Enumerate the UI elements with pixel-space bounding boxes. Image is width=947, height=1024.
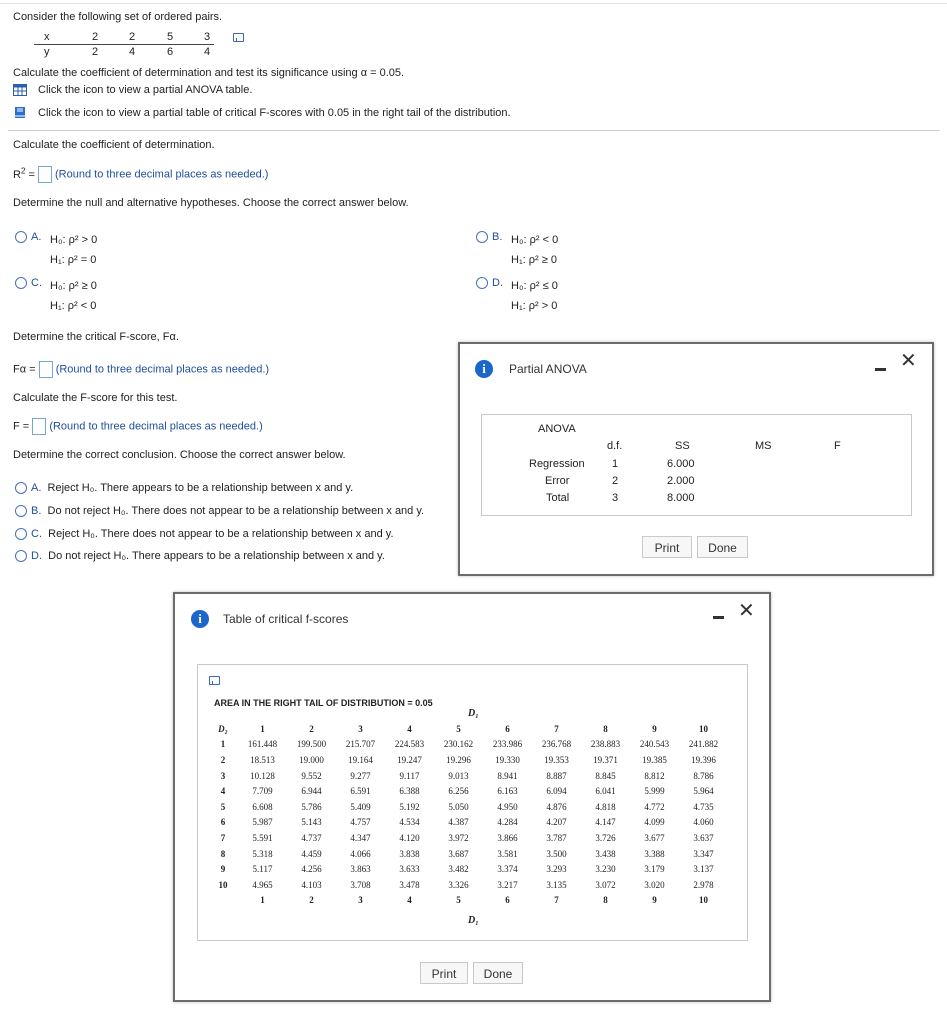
anova-row-ss: 8.000 (667, 492, 695, 504)
col-header: 7 (554, 723, 559, 734)
col-footer: 10 (699, 895, 708, 906)
critical-fscores-window (173, 592, 771, 1002)
fscore-cell: 3.726 (595, 832, 616, 843)
anova-row-ss: 6.000 (667, 458, 695, 470)
fscore-cell: 236.768 (541, 739, 572, 750)
fscore-row (208, 768, 728, 784)
conclusion-option-c[interactable] (15, 528, 394, 540)
fscore-cell: 3.135 (546, 879, 567, 890)
fscore-cell: 4.459 (301, 848, 322, 859)
section-divider (8, 130, 940, 131)
anova-header-f: F (834, 440, 841, 452)
col-header: 4 (407, 723, 412, 734)
fscore-cell: 3.863 (350, 864, 371, 875)
fscore-cell: 19.000 (299, 754, 324, 765)
fscore-cell: 240.543 (639, 739, 670, 750)
anova-row-label: Error (545, 475, 570, 487)
anova-row-label: Total (546, 492, 570, 504)
fscore-cell: 3.972 (448, 832, 469, 843)
fscore-cell: 3.677 (644, 832, 665, 843)
anova-table-icon[interactable] (13, 84, 27, 99)
footer-blank (208, 893, 238, 909)
fscore-cell: 19.385 (642, 754, 667, 765)
fscores-table-panel (197, 664, 748, 941)
fscore-cell: 4.099 (644, 817, 665, 828)
radio-d[interactable] (476, 277, 488, 289)
critical-f-input[interactable] (39, 361, 53, 378)
fscore-cell: 19.396 (691, 754, 716, 765)
conclusion-radio-b[interactable] (15, 505, 27, 517)
option-b-h0: H₀: ρ² < 0 (511, 234, 559, 246)
fscore-row (208, 877, 728, 893)
pairs-x-2: 2 (129, 31, 136, 43)
col-footer: 6 (505, 895, 510, 906)
fscore-cell: 5.050 (448, 801, 469, 812)
option-d-h0: H₀: ρ² ≤ 0 (511, 280, 558, 292)
anova-print-button[interactable]: Print (642, 536, 692, 558)
anova-header-df: d.f. (607, 440, 623, 452)
fscore-cell: 3.137 (693, 864, 714, 875)
option-d-h1: H₁: ρ² > 0 (511, 300, 558, 312)
fscores-print-button[interactable]: Print (420, 962, 468, 984)
fscore-cell: 4.735 (693, 801, 714, 812)
fscore-row (208, 815, 728, 831)
option-c-h0: H₀: ρ² ≥ 0 (50, 280, 97, 292)
fscore-cell: 3.020 (644, 879, 665, 890)
radio-c[interactable] (15, 277, 27, 289)
fscore-cell: 19.164 (348, 754, 373, 765)
fscore-row (208, 737, 728, 753)
fscore-cell: 9.552 (301, 770, 322, 781)
q5-prompt: Determine the correct conclusion. Choose the correct answer below. (13, 449, 346, 461)
hypothesis-option-c[interactable] (15, 277, 42, 289)
conclusion-c-letter: C. (31, 528, 42, 540)
d2-value: 2 (220, 754, 226, 765)
d2-value: 7 (220, 832, 226, 843)
fscore-cell: 4.965 (252, 879, 273, 890)
pairs-x-label: x (44, 31, 50, 43)
col-footer: 2 (309, 895, 314, 906)
fscore-cell: 7.709 (252, 786, 273, 797)
pairs-y-3: 6 (167, 46, 174, 58)
d1-label-bottom: D₁ (468, 915, 479, 926)
option-d-letter: D. (492, 277, 503, 289)
fscore-row (208, 830, 728, 846)
info-icon: i (475, 360, 493, 378)
q2-prompt: Determine the null and alternative hypotheses. Choose the correct answer below. (13, 197, 409, 209)
fscore-cell: 4.147 (595, 817, 616, 828)
fscore-cell: 3.326 (448, 879, 469, 890)
anova-done-button[interactable]: Done (697, 536, 748, 558)
anova-row-label: Regression (529, 458, 585, 470)
col-header: 1 (260, 723, 265, 734)
fscore-cell: 9.117 (399, 770, 420, 781)
option-b-h1: H₁: ρ² ≥ 0 (511, 254, 557, 266)
conclusion-d-letter: D. (31, 550, 42, 562)
col-footer: 8 (603, 895, 608, 906)
problem-intro: Consider the following set of ordered pairs. (13, 11, 223, 23)
col-footer: 1 (260, 895, 265, 906)
fscore-cell: 4.256 (301, 864, 322, 875)
col-header: 8 (603, 723, 608, 734)
col-header: 3 (358, 723, 363, 734)
col-footer: 3 (358, 895, 363, 906)
conclusion-radio-d[interactable] (15, 550, 27, 562)
q4-prompt: Calculate the F-score for this test. (13, 392, 178, 404)
fscore-cell: 3.838 (399, 848, 420, 859)
fscore-cell: 233.986 (492, 739, 523, 750)
fscore-row (208, 846, 728, 862)
fscore-row (208, 783, 728, 799)
fscore-cell: 4.284 (497, 817, 518, 828)
ordered-pairs-table (34, 29, 214, 59)
fscores-window-title: Table of critical f-scores (223, 612, 349, 626)
fscore-cell: 19.247 (397, 754, 422, 765)
hypothesis-option-b[interactable] (476, 231, 502, 243)
r-squared-input[interactable] (38, 166, 52, 183)
col-footer: 4 (407, 895, 412, 906)
f-score-hint: (Round to three decimal places as needed.) (49, 420, 263, 433)
d2-value: 4 (220, 786, 226, 797)
d2-value: 10 (218, 879, 228, 890)
conclusion-option-d[interactable] (15, 550, 385, 562)
fscore-cell: 6.388 (399, 786, 420, 797)
r-squared-hint: (Round to three decimal places as needed.) (55, 168, 269, 181)
fscore-cell: 4.818 (595, 801, 616, 812)
partial-anova-window (458, 342, 934, 576)
fscore-cell: 9.013 (448, 770, 469, 781)
col-footer: 9 (652, 895, 657, 906)
fscore-cell: 19.353 (544, 754, 569, 765)
close-icon[interactable]: ✕ (738, 600, 755, 622)
fscore-cell: 4.347 (350, 832, 371, 843)
fscore-row (208, 799, 728, 815)
fscore-cell: 5.318 (252, 848, 273, 859)
option-b-letter: B. (492, 231, 503, 243)
fscore-cell: 3.866 (497, 832, 518, 843)
fscore-cell: 2.978 (693, 879, 714, 890)
r-squared-row (13, 166, 268, 183)
fscore-cell: 4.876 (546, 801, 567, 812)
fscore-cell: 4.387 (448, 817, 469, 828)
q1-prompt: Calculate the coefficient of determination. (13, 139, 215, 151)
minimize-icon[interactable] (875, 368, 886, 371)
fscore-cell: 6.163 (497, 786, 518, 797)
fscore-cell: 3.478 (399, 879, 420, 890)
anova-row-df: 2 (612, 475, 619, 487)
fscore-cell: 3.388 (644, 848, 665, 859)
copy-data-icon[interactable] (233, 33, 244, 42)
anova-table-title: ANOVA (538, 423, 576, 435)
fscore-cell: 5.117 (252, 864, 273, 875)
fscore-cell: 3.633 (399, 864, 420, 875)
d2-value: 5 (220, 801, 226, 812)
f-score-label: F = (13, 420, 30, 433)
fscore-cell: 5.143 (301, 817, 322, 828)
fscore-cell: 6.041 (595, 786, 616, 797)
option-a-letter: A. (31, 231, 42, 243)
fscore-cell: 3.687 (448, 848, 469, 859)
pairs-x-1: 2 (92, 31, 99, 43)
fscore-cell: 4.950 (497, 801, 518, 812)
fscore-cell: 4.772 (644, 801, 665, 812)
critical-f-hint: (Round to three decimal places as needed.) (55, 363, 270, 376)
top-divider (0, 3, 947, 4)
fscore-cell: 19.330 (495, 754, 520, 765)
f-score-row (13, 418, 263, 435)
problem-instruction: Calculate the coefficient of determination and test its significance using α = 0.05. (13, 67, 405, 79)
fscore-cell: 3.217 (497, 879, 518, 890)
d2-value: 3 (220, 770, 226, 781)
conclusion-b-text: Do not reject H₀. There does not appear to be a relationship between x and y. (47, 505, 425, 517)
fscore-cell: 5.409 (350, 801, 371, 812)
conclusion-b-letter: B. (31, 505, 42, 517)
critical-f-label: Fα = (13, 363, 36, 376)
conclusion-radio-a[interactable] (15, 482, 27, 494)
fscore-cell: 3.581 (497, 848, 518, 859)
d2-value: 6 (220, 817, 226, 828)
info-icon: i (191, 610, 209, 628)
fscore-cell: 161.448 (247, 739, 278, 750)
d2-label: D₂ (218, 723, 228, 734)
close-icon[interactable]: ✕ (900, 350, 917, 372)
fscore-cell: 5.987 (252, 817, 273, 828)
r-squared-label (13, 166, 35, 181)
col-header: 5 (456, 723, 461, 734)
fscore-cell: 19.371 (593, 754, 618, 765)
fscore-cell: 3.637 (693, 832, 714, 843)
d2-value: 9 (220, 864, 226, 875)
conclusion-option-b[interactable] (15, 505, 424, 517)
fscore-cell: 6.256 (448, 786, 469, 797)
pairs-y-4: 4 (204, 46, 211, 58)
conclusion-a-text: Reject H₀. There appears to be a relationship between x and y. (47, 482, 354, 494)
fscore-cell: 3.179 (644, 864, 665, 875)
radio-a[interactable] (15, 231, 27, 243)
fscore-cell: 5.999 (644, 786, 665, 797)
anova-row-ss: 2.000 (667, 475, 695, 487)
option-c-letter: C. (31, 277, 42, 289)
fscore-cell: 8.845 (595, 770, 616, 781)
r-equals: = (25, 168, 35, 181)
fscore-cell: 6.591 (350, 786, 371, 797)
r-label: R (13, 168, 21, 181)
fscore-row (208, 752, 728, 768)
fscore-cell: 3.500 (546, 848, 567, 859)
anova-row-df: 3 (612, 492, 619, 504)
fscores-body (208, 737, 728, 893)
hypothesis-option-d[interactable] (476, 277, 503, 289)
f-score-input[interactable] (32, 418, 46, 435)
pairs-y-1: 2 (92, 46, 99, 58)
anova-row-df: 1 (612, 458, 619, 470)
fscore-row (208, 861, 728, 877)
fscore-cell: 199.500 (296, 739, 327, 750)
fscore-cell: 19.296 (446, 754, 471, 765)
col-header: 6 (505, 723, 510, 734)
fscore-cell: 3.374 (497, 864, 518, 875)
r-exponent: 2 (20, 166, 26, 175)
radio-b[interactable] (476, 231, 488, 243)
anova-header-ms: MS (755, 440, 772, 452)
fscore-cell: 4.207 (546, 817, 567, 828)
fscore-cell: 4.103 (301, 879, 322, 890)
col-footer: 5 (456, 895, 461, 906)
fscore-cell: 3.482 (448, 864, 469, 875)
hypothesis-option-a[interactable] (15, 231, 41, 243)
fscores-done-button[interactable]: Done (473, 962, 523, 984)
header-row (208, 721, 728, 737)
col-header: 2 (309, 723, 314, 734)
pairs-y-2: 4 (129, 46, 136, 58)
fscore-cell: 5.964 (693, 786, 714, 797)
fscore-cell: 4.737 (301, 832, 322, 843)
conclusion-option-a[interactable] (15, 482, 353, 494)
fscore-cell: 5.786 (301, 801, 322, 812)
fscore-cell: 9.277 (350, 770, 371, 781)
col-header: 10 (699, 723, 708, 734)
fscore-cell: 6.944 (301, 786, 322, 797)
fscore-cell: 4.120 (399, 832, 420, 843)
fscore-cell: 4.757 (350, 817, 371, 828)
anova-header-ss: SS (675, 440, 690, 452)
fscores-table (208, 721, 728, 908)
conclusion-d-text: Do not reject H₀. There appears to be a relationship between x and y. (48, 550, 385, 562)
fscore-cell: 8.941 (497, 770, 518, 781)
anova-table (481, 414, 912, 516)
fscore-cell: 241.882 (688, 739, 719, 750)
q3-prompt: Determine the critical F-score, Fα. (13, 331, 179, 343)
conclusion-a-letter: A. (31, 482, 42, 494)
anova-window-title: Partial ANOVA (509, 362, 587, 376)
fscore-cell: 18.513 (250, 754, 275, 765)
fscore-cell: 3.072 (595, 879, 616, 890)
pairs-x-3: 5 (167, 31, 174, 43)
conclusion-c-text: Reject H₀. There does not appear to be a relationship between x and y. (48, 528, 394, 540)
fscore-cell: 4.534 (399, 817, 420, 828)
fscore-cell: 3.347 (693, 848, 714, 859)
area-label: AREA IN THE RIGHT TAIL OF DISTRIBUTION = 0.05 (214, 698, 433, 708)
option-a-h0: H₀: ρ² > 0 (50, 234, 98, 246)
col-footer: 7 (554, 895, 559, 906)
pairs-table-rule (34, 44, 214, 45)
fscore-cell: 3.293 (546, 864, 567, 875)
fscores-book-icon[interactable] (13, 106, 27, 122)
conclusion-radio-c[interactable] (15, 528, 27, 540)
fscores-link-text[interactable]: Click the icon to view a partial table of critical F-scores with 0.05 in the right tail of the distribution. (38, 107, 511, 119)
option-c-h1: H₁: ρ² < 0 (50, 300, 97, 312)
fscore-cell: 238.883 (590, 739, 621, 750)
critical-f-row (13, 361, 269, 378)
fscore-cell: 215.707 (345, 739, 376, 750)
footer-row (208, 893, 728, 909)
option-a-h1: H₁: ρ² = 0 (50, 254, 97, 266)
fscore-cell: 4.066 (350, 848, 371, 859)
d2-value: 8 (220, 848, 226, 859)
fscore-cell: 4.060 (693, 817, 714, 828)
fscore-cell: 8.786 (693, 770, 714, 781)
d2-value: 1 (220, 739, 226, 750)
d1-label-top: D₁ (468, 708, 479, 719)
fscore-cell: 3.708 (350, 879, 371, 890)
fscore-cell: 3.438 (595, 848, 616, 859)
minimize-icon[interactable] (713, 616, 724, 619)
pairs-y-label: y (44, 46, 50, 58)
fscore-cell: 6.094 (546, 786, 567, 797)
fscore-cell: 3.230 (595, 864, 616, 875)
anova-link-text[interactable]: Click the icon to view a partial ANOVA table. (38, 84, 253, 96)
fscore-cell: 8.812 (644, 770, 665, 781)
pairs-x-4: 3 (204, 31, 211, 43)
fscore-cell: 10.128 (250, 770, 275, 781)
fscore-cell: 5.591 (252, 832, 273, 843)
fscore-cell: 6.608 (252, 801, 273, 812)
fscore-cell: 230.162 (443, 739, 474, 750)
fscore-cell: 224.583 (394, 739, 425, 750)
fscore-cell: 5.192 (399, 801, 420, 812)
fscore-cell: 8.887 (546, 770, 567, 781)
col-header: 9 (652, 723, 657, 734)
fscore-cell: 3.787 (546, 832, 567, 843)
copy-data-icon[interactable] (209, 676, 220, 685)
